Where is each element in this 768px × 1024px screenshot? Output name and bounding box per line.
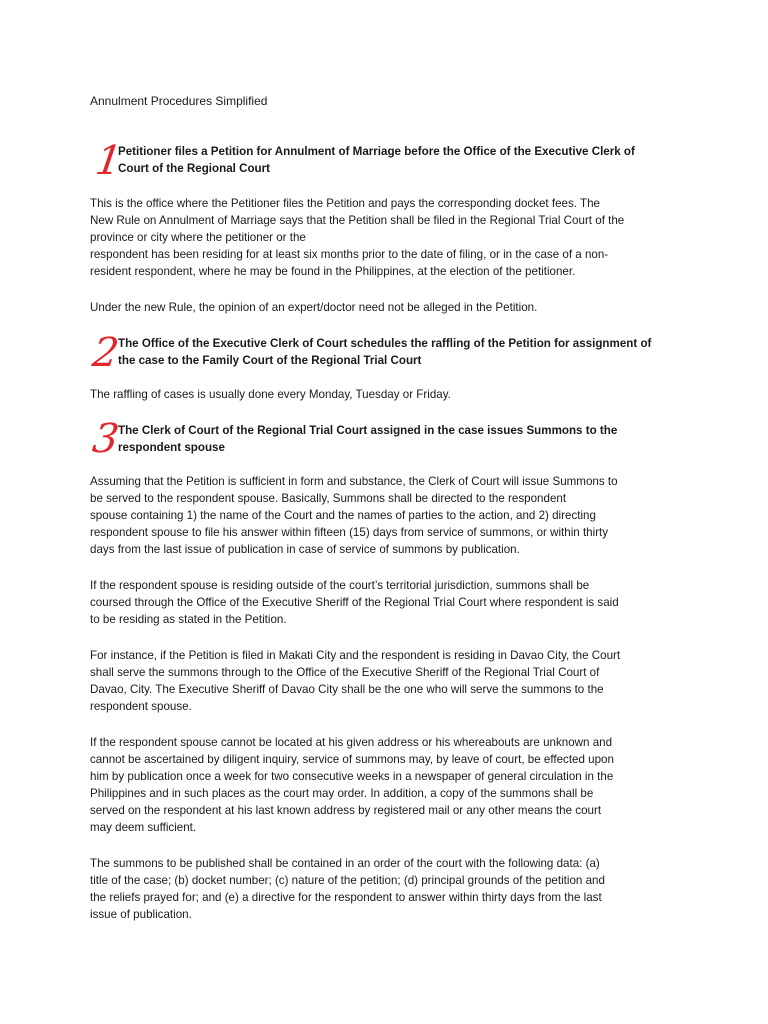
text-line: served on the respondent at his last known address by registered mail or any other means the court [90, 804, 602, 817]
step-heading-1 [118, 143, 680, 177]
text-line: to be residing as stated in the Petition. [90, 613, 287, 626]
heading-line: Court of the Regional Court [118, 162, 270, 175]
text-line: cannot be ascertained by diligent inquiry, service of summons may, by leave of court, be effected upon [90, 753, 614, 766]
heading-line: Petitioner files a Petition for Annulment of Marriage before the Office of the Executive Clerk of [118, 145, 635, 158]
text-line: Philippines and in such places as the court may order. In addition, a copy of the summons shall be [90, 787, 594, 800]
text-line: resident respondent, where he may be found in the Philippines, at the election of the petitioner. [90, 265, 576, 278]
step-3-paragraph-1 [90, 473, 680, 558]
heading-line: The Office of the Executive Clerk of Court schedules the raffling of the Petition for assignment of [118, 337, 652, 350]
heading-line: The Clerk of Court of the Regional Trial Court assigned in the case issues Summons to the [118, 424, 618, 437]
document-title: Annulment Procedures Simplified [90, 94, 268, 108]
text-line: be served to the respondent spouse. Basically, Summons shall be directed to the respondent [90, 492, 567, 505]
text-line: province or city where the petitioner or the [90, 231, 306, 244]
step-heading-3 [118, 422, 680, 456]
text-line: This is the office where the Petitioner files the Petition and pays the corresponding docket fees. The [90, 197, 600, 210]
text-line: may deem sufficient. [90, 821, 197, 834]
text-line: The raffling of cases is usually done every Monday, Tuesday or Friday. [90, 388, 451, 401]
text-line: Assuming that the Petition is sufficient in form and substance, the Clerk of Court will issue Summons to [90, 475, 618, 488]
step-2-paragraph-1 [90, 386, 680, 403]
text-line: spouse containing 1) the name of the Court and the names of parties to the action, and 2) directing [90, 509, 596, 522]
text-line: days from the last issue of publication in case of service of summons by publication. [90, 543, 520, 556]
text-line: If the respondent spouse cannot be located at his given address or his whereabouts are unknown and [90, 736, 613, 749]
step-number-1: 1 [92, 138, 125, 184]
step-heading-2 [118, 335, 680, 369]
text-line: issue of publication. [90, 908, 192, 921]
heading-line: the case to the Family Court of the Regional Trial Court [118, 354, 422, 367]
text-line: respondent spouse to file his answer within fifteen (15) days from service of summons, or within thirty [90, 526, 609, 539]
heading-line: respondent spouse [118, 441, 225, 454]
text-line: respondent spouse. [90, 700, 192, 713]
step-1-paragraph-1 [90, 195, 680, 280]
text-line: Under the new Rule, the opinion of an expert/doctor need not be alleged in the Petition. [90, 301, 538, 314]
text-line: respondent has been residing for at least six months prior to the date of filing, or in the case of a non- [90, 248, 609, 261]
text-line: The summons to be published shall be contained in an order of the court with the following data: (a) [90, 857, 600, 870]
text-line: coursed through the Office of the Executive Sheriff of the Regional Trial Court where respondent is said [90, 596, 619, 609]
step-3-paragraph-2 [90, 577, 680, 628]
text-line: title of the case; (b) docket number; (c) nature of the petition; (d) principal grounds of the petition and [90, 874, 605, 887]
text-line: shall serve the summons through to the Office of the Executive Sheriff of the Regional Trial Court of [90, 666, 600, 679]
step-3-paragraph-3 [90, 647, 680, 715]
step-3-paragraph-4 [90, 734, 680, 836]
step-1-paragraph-2 [90, 299, 680, 316]
text-line: New Rule on Annulment of Marriage says that the Petition shall be filed in the Regional Trial Court of the [90, 214, 625, 227]
step-number-3: 3 [89, 416, 122, 462]
step-number-2: 2 [89, 330, 122, 376]
text-line: For instance, if the Petition is filed in Makati City and the respondent is residing in Davao City, the Court [90, 649, 621, 662]
text-line: If the respondent spouse is residing outside of the court’s territorial jurisdiction, summons shall be [90, 579, 590, 592]
step-3-paragraph-5 [90, 855, 680, 923]
text-line: Davao, City. The Executive Sheriff of Davao City shall be the one who will serve the summons to the [90, 683, 604, 696]
text-line: him by publication once a week for two consecutive weeks in a newspaper of general circulation in the [90, 770, 614, 783]
text-line: the reliefs prayed for; and (e) a directive for the respondent to answer within thirty days from the last [90, 891, 602, 904]
